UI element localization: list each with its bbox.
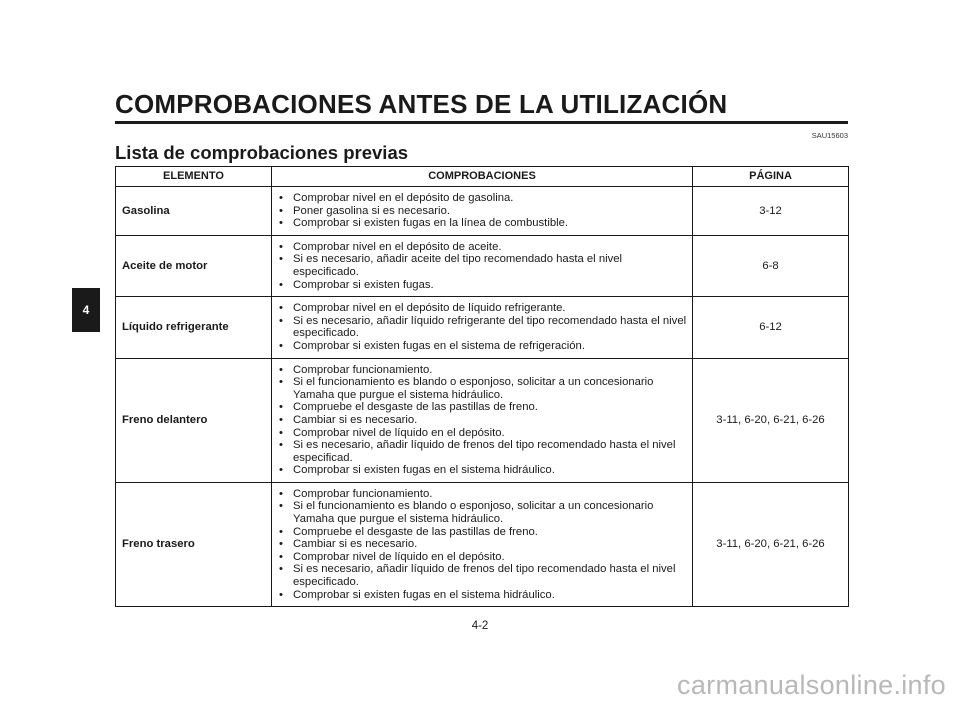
check-item: • Comprobar si existen fugas en el sistema hidráulico.: [279, 589, 688, 602]
table-header-row: [116, 167, 849, 187]
row-page: 6-8: [693, 235, 849, 296]
row-checks: [272, 358, 693, 482]
check-item: • Comprobar funcionamiento.: [279, 364, 688, 377]
check-item: • Poner gasolina si es necesario.: [279, 205, 688, 218]
check-item: • Compruebe el desgaste de las pastillas de freno.: [279, 526, 688, 539]
check-item: • Comprobar nivel en el depósito de líquido refrigerante.: [279, 302, 688, 315]
table-row: [116, 297, 849, 358]
row-page: 3-12: [693, 187, 849, 236]
row-element: Gasolina: [116, 187, 272, 236]
check-item: • Cambiar si es necesario.: [279, 538, 688, 551]
row-element: Freno delantero: [116, 358, 272, 482]
checklist-table: [115, 166, 849, 607]
check-item: • Comprobar funcionamiento.: [279, 488, 688, 501]
check-item: • Si es necesario, añadir líquido de frenos del tipo recomendado hasta el nivel especificado.: [279, 563, 688, 588]
check-item: • Cambiar si es necesario.: [279, 414, 688, 427]
check-item: • Comprobar nivel en el depósito de aceite.: [279, 241, 688, 254]
check-item: • Comprobar nivel de líquido en el depósito.: [279, 551, 688, 564]
check-item: • Comprobar nivel de líquido en el depósito.: [279, 427, 688, 440]
row-element: Freno trasero: [116, 482, 272, 606]
check-item: • Si es necesario, añadir líquido de frenos del tipo recomendado hasta el nivel especificad.: [279, 439, 688, 464]
title-rule: [115, 121, 848, 124]
check-item: • Comprobar si existen fugas.: [279, 279, 688, 292]
check-item: • Comprobar si existen fugas en la línea de combustible.: [279, 217, 688, 230]
row-page: 3-11, 6-20, 6-21, 6-26: [693, 482, 849, 606]
row-element: Aceite de motor: [116, 235, 272, 296]
column-header-element: ELEMENTO: [116, 167, 272, 187]
row-page: 3-11, 6-20, 6-21, 6-26: [693, 358, 849, 482]
check-item: • Comprobar si existen fugas en el sistema de refrigeración.: [279, 340, 688, 353]
check-item: • Si es necesario, añadir líquido refrigerante del tipo recomendado hasta el nivel especificado.: [279, 315, 688, 340]
table-row: [116, 235, 849, 296]
chapter-tab: 4: [72, 288, 100, 332]
column-header-page: PÁGINA: [693, 167, 849, 187]
watermark: carmanualsonline.info: [677, 670, 946, 700]
document-code: SAU15603: [811, 131, 848, 140]
check-item: • Si el funcionamiento es blando o esponjoso, solicitar a un concesionario Yamaha que purgue el sistema hidráulico.: [279, 500, 688, 525]
check-item: • Si el funcionamiento es blando o esponjoso, solicitar a un concesionario Yamaha que purgue el sistema hidráulico.: [279, 376, 688, 401]
row-checks: [272, 297, 693, 358]
table-row: [116, 482, 849, 606]
page-number: 4-2: [471, 620, 489, 632]
check-item: • Compruebe el desgaste de las pastillas de freno.: [279, 401, 688, 414]
section-title: Lista de comprobaciones previas: [115, 142, 409, 163]
row-checks: [272, 482, 693, 606]
row-element: Líquido refrigerante: [116, 297, 272, 358]
row-checks: [272, 235, 693, 296]
check-item: • Comprobar si existen fugas en el sistema hidráulico.: [279, 464, 688, 477]
check-item: • Comprobar nivel en el depósito de gasolina.: [279, 192, 688, 205]
row-checks: [272, 187, 693, 236]
row-page: 6-12: [693, 297, 849, 358]
table-row: [116, 187, 849, 236]
table-row: [116, 358, 849, 482]
chapter-title: COMPROBACIONES ANTES DE LA UTILIZACIÓN: [115, 89, 728, 119]
column-header-checks: COMPROBACIONES: [272, 167, 693, 187]
check-item: • Si es necesario, añadir aceite del tipo recomendado hasta el nivel especificado.: [279, 253, 688, 278]
